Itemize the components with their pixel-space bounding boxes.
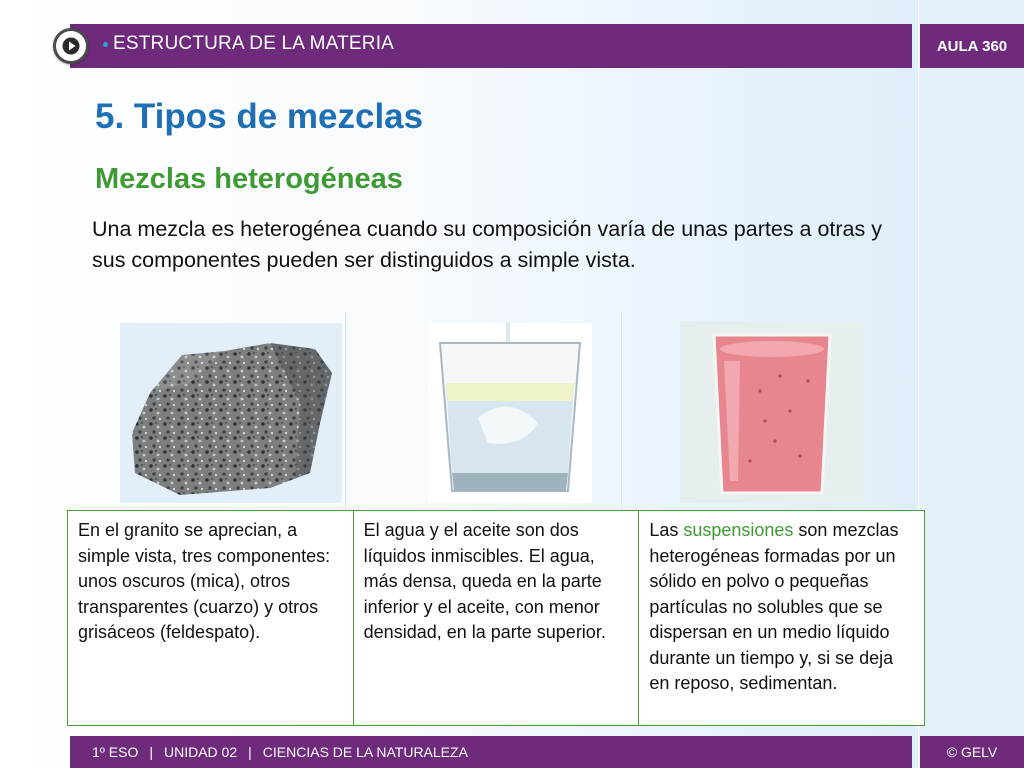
suspension-cell <box>639 511 925 726</box>
table-row <box>68 511 925 726</box>
section-subtitle: Mezclas heterogéneas <box>95 163 403 195</box>
header-bullet <box>103 42 108 47</box>
smoothie-glass-image <box>680 321 864 503</box>
brand-label: AULA 360 <box>920 24 1024 68</box>
image-divider <box>620 312 621 510</box>
image-divider <box>344 312 345 510</box>
play-button[interactable] <box>53 28 89 64</box>
footer-unit: UNIDAD 02 <box>164 744 238 760</box>
water-oil-glass-image <box>428 323 592 503</box>
water-oil-cell: El agua y el aceite son dos líquidos inmiscibles. El agua, más densa, queda en la parte inferior y el aceite, con menor densidad, en la parte superior. <box>353 511 639 726</box>
footer-course: 1º ESO <box>92 744 139 760</box>
image-row <box>68 312 924 510</box>
granite-rock-image <box>120 323 342 503</box>
footer-bar <box>70 736 912 768</box>
suspension-prefix: Las <box>649 520 684 540</box>
intro-paragraph: Una mezcla es heterogénea cuando su composición varía de unas partes a otras y sus componentes pueden ser distinguidos a simple vista. <box>92 217 882 272</box>
page-title: 5. Tipos de mezclas <box>95 97 424 136</box>
info-table <box>67 510 925 726</box>
footer-separator: | <box>248 744 252 760</box>
header-title: ESTRUCTURA DE LA MATERIA <box>113 33 395 54</box>
right-side-strip <box>918 0 1024 768</box>
suspension-term: suspensiones <box>683 520 794 540</box>
play-icon <box>62 37 80 55</box>
granite-cell: En el granito se aprecian, a simple vista, tres componentes: unos oscuros (mica), otros transparentes (cuarzo) y otros grisáceos (feldespato). <box>68 511 354 726</box>
copyright-label: © GELV <box>920 736 1024 768</box>
suspension-rest: son mezclas heterogéneas formadas por un sólido en polvo o pequeñas partículas no solubles que se dispersan en un medio líquido durante un tiempo y, si se deja en reposo, sedimentan. <box>649 520 899 693</box>
footer-subject: CIENCIAS DE LA NATURALEZA <box>262 744 468 760</box>
footer-separator: | <box>149 744 153 760</box>
